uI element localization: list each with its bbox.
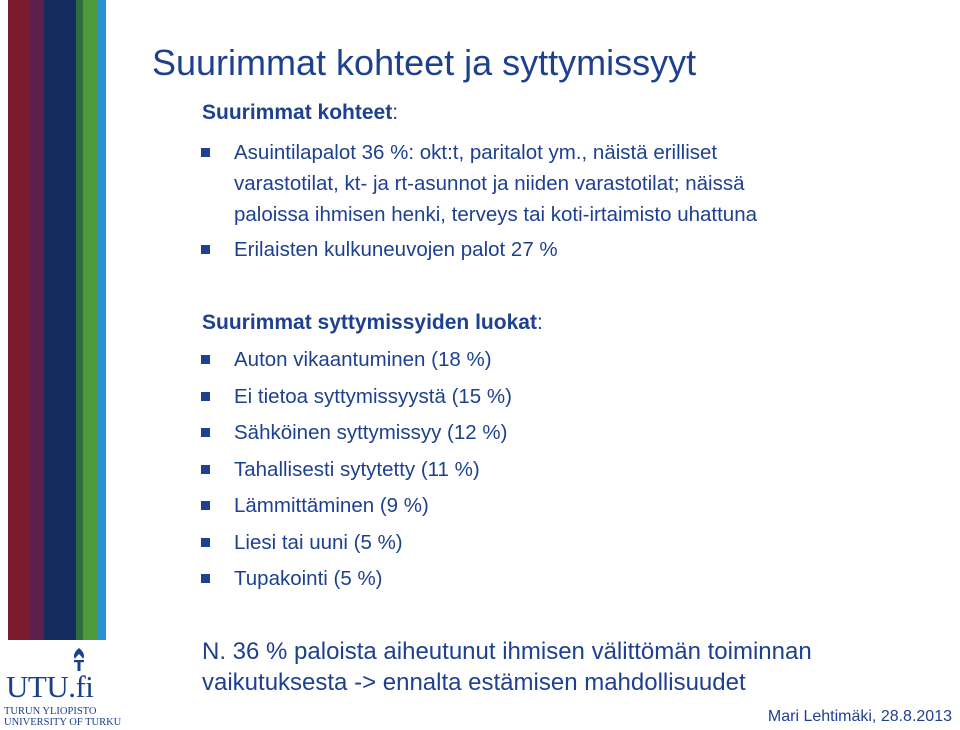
slide-footer: Mari Lehtimäki, 28.8.2013 (767, 708, 952, 725)
bullet-item (234, 381, 512, 412)
bullet-line: Tahallisesti sytytetty (11 %) (234, 458, 480, 481)
bullet-line: Asuintilapalot 36 %: okt:t, paritalot ym., näistä erilliset (234, 141, 718, 164)
logo-wordmark: UTU.fi (6, 669, 94, 704)
square-bullet-icon (201, 148, 210, 157)
slide-title: Suurimmat kohteet ja syttymissyyt (152, 42, 697, 83)
logo-university-en: UNIVERSITY OF TURKU (4, 717, 122, 728)
bullet-line: Ei tietoa syttymissyystä (15 %) (234, 385, 512, 408)
bullet-line: paloissa ihmisen henki, terveys tai koti-irtaimisto uhattuna (234, 203, 757, 226)
square-bullet-icon (201, 465, 210, 474)
stripe-green (83, 0, 98, 730)
section-heading-causes (202, 311, 543, 335)
square-bullet-icon (201, 501, 210, 510)
note-line: N. 36 % paloista aiheutunut ihmisen välittömän toiminnan (202, 638, 812, 665)
stripe-plum (30, 0, 44, 730)
bullet-line: Tupakointi (5 %) (234, 567, 383, 590)
bullet-item (234, 344, 492, 375)
heading-colon: : (536, 311, 543, 334)
bullet-line: Lämmittäminen (9 %) (234, 494, 429, 517)
bullet-item (234, 234, 558, 265)
square-bullet-icon (201, 428, 210, 437)
square-bullet-icon (201, 355, 210, 364)
bullet-line: varastotilat, kt- ja rt-asunnot ja niiden varastotilat; näissä (234, 172, 745, 195)
square-bullet-icon (201, 538, 210, 547)
bullet-item (234, 527, 403, 558)
bullet-item (234, 563, 383, 594)
logo-university-fi: TURUN YLIOPISTO (4, 706, 97, 717)
square-bullet-icon (201, 392, 210, 401)
bullet-line: Erilaisten kulkuneuvojen palot 27 % (234, 238, 558, 261)
bullet-line: Sähköinen syttymissyy (12 %) (234, 421, 508, 444)
section-heading-causes-text: Suurimmat syttymissyiden luokat (202, 311, 537, 334)
bullet-item (234, 417, 507, 448)
bullet-item (234, 490, 429, 521)
bullet-item (234, 137, 757, 230)
heading-colon: : (392, 101, 399, 124)
bullet-line: Liesi tai uuni (5 %) (234, 531, 403, 554)
bullet-line: Auton vikaantuminen (18 %) (234, 348, 492, 371)
square-bullet-icon (201, 574, 210, 583)
summary-note (202, 636, 812, 698)
stripe-navy (44, 0, 76, 730)
note-line: vaikutuksesta -> ennalta estämisen mahdollisuudet (202, 669, 746, 696)
university-logo (0, 640, 122, 730)
bullet-item (234, 454, 480, 485)
section-heading-targets (202, 101, 398, 125)
decorative-stripes (0, 0, 108, 730)
stripe-blue (98, 0, 106, 730)
section-heading-targets-text: Suurimmat kohteet (202, 101, 393, 124)
stripe-dark-green (76, 0, 83, 730)
square-bullet-icon (201, 245, 210, 254)
stripe-burgundy (8, 0, 30, 730)
